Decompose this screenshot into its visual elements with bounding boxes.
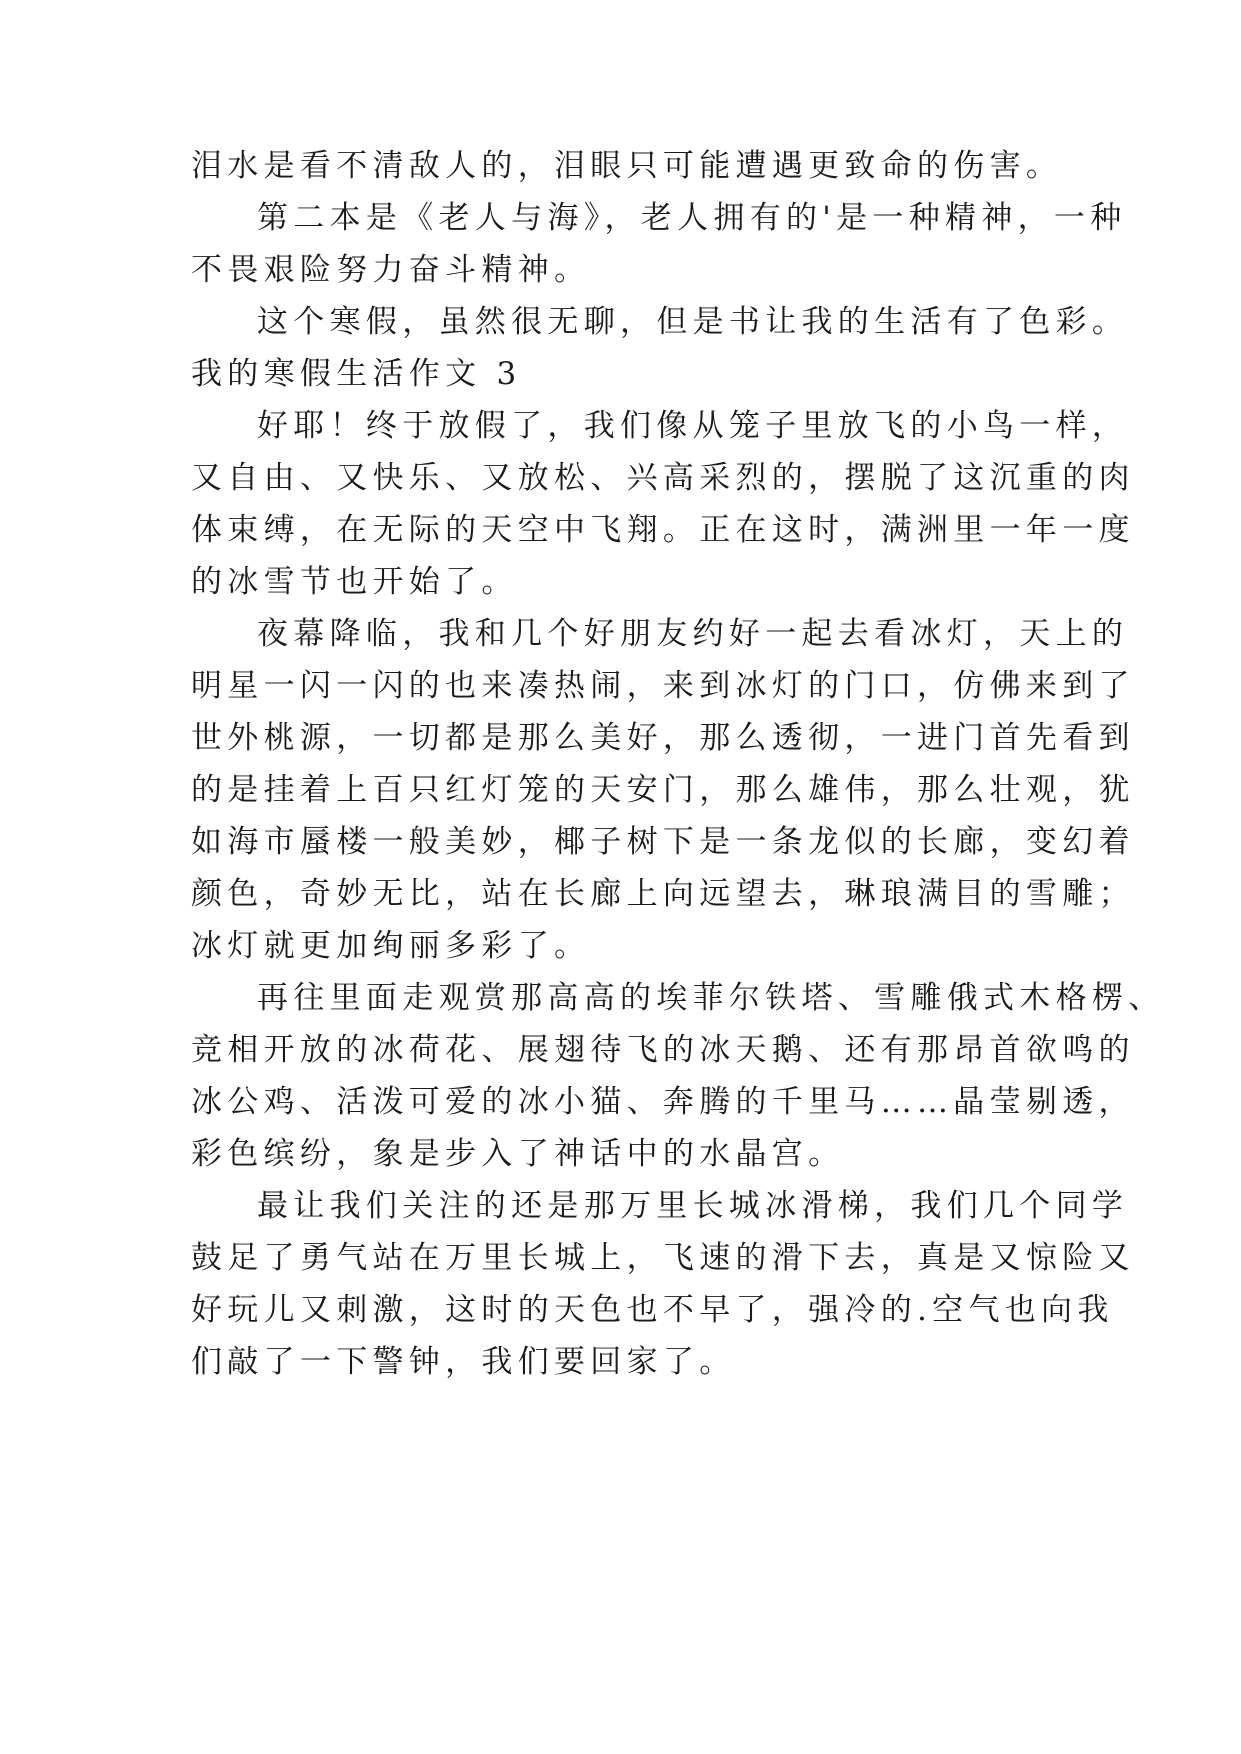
paragraph-first-line: 好耶！终于放假了，我们像从笼子里放飞的小鸟一样， (257, 408, 1129, 444)
text-line: 如海市蜃楼一般美妙，椰子树下是一条龙似的长廊，变幻着 (191, 824, 1135, 860)
text-line: 们敲了一下警钟，我们要回家了。 (191, 1344, 736, 1380)
text-line: 冰灯就更加绚丽多彩了。 (191, 928, 591, 964)
text-line: 明星一闪一闪的也来凑热闹，来到冰灯的门口，仿佛来到了 (191, 668, 1135, 704)
text-line: 彩色缤纷，象是步入了神话中的水晶宫。 (191, 1136, 845, 1172)
text-line: 颜色，奇妙无比，站在长廊上向远望去，琳琅满目的雪雕； (191, 876, 1135, 912)
text-line: 的冰雪节也开始了。 (191, 564, 518, 600)
text-line: 体束缚，在无际的天空中飞翔。正在这时，满洲里一年一度 (191, 512, 1135, 548)
text-line: 世外桃源，一切都是那么美好，那么透彻，一进门首先看到 (191, 720, 1135, 756)
paragraph-first-line: 第二本是《老人与海》，老人拥有的'是一种精神，一种 (257, 200, 1127, 236)
section-heading: 我的寒假生活作文 3 (191, 356, 522, 392)
text-line: 冰公鸡、活泼可爱的冰小猫、奔腾的千里马……晶莹剔透， (191, 1084, 1135, 1120)
text-line: 的是挂着上百只红灯笼的天安门，那么雄伟，那么壮观，犹 (191, 772, 1135, 808)
text-line: 又自由、又快乐、又放松、兴高采烈的，摆脱了这沉重的肉 (191, 460, 1135, 496)
paragraph-first-line: 这个寒假，虽然很无聊，但是书让我的生活有了色彩。 (257, 304, 1129, 340)
text-line: 不畏艰险努力奋斗精神。 (191, 252, 591, 288)
text-line: 泪水是看不清敌人的，泪眼只可能遭遇更致命的伤害。 (191, 148, 1063, 184)
text-line: 好玩儿又刺激，这时的天色也不早了，强冷的.空气也向我 (191, 1292, 1114, 1328)
paragraph-first-line: 夜幕降临，我和几个好朋友约好一起去看冰灯，天上的 (257, 616, 1129, 652)
text-line: 鼓足了勇气站在万里长城上，飞速的滑下去，真是又惊险又 (191, 1240, 1135, 1276)
paragraph-first-line: 最让我们关注的还是那万里长城冰滑梯，我们几个同学 (257, 1188, 1129, 1224)
paragraph-first-line: 再往里面走观赏那高高的埃菲尔铁塔、雪雕俄式木格楞、 (257, 980, 1165, 1016)
text-line: 竞相开放的冰荷花、展翅待飞的冰天鹅、还有那昂首欲鸣的 (191, 1032, 1135, 1068)
